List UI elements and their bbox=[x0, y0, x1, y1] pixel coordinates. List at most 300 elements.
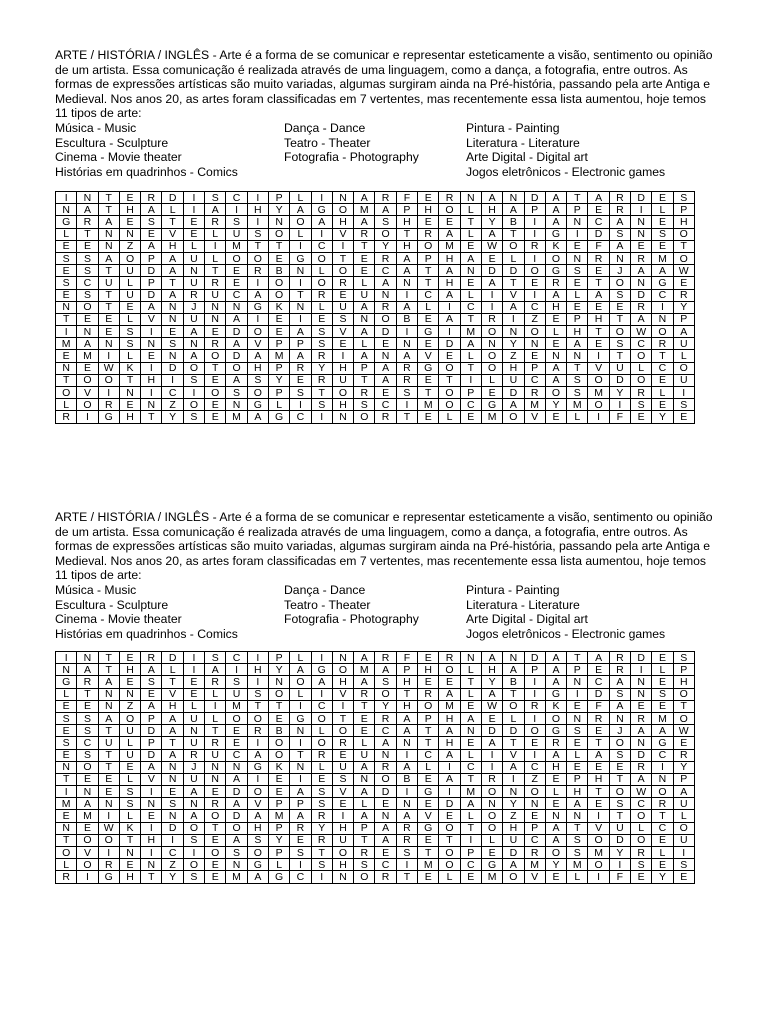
grid-cell: T bbox=[396, 688, 417, 700]
grid-cell: M bbox=[418, 399, 439, 411]
grid-cell: I bbox=[609, 399, 630, 411]
grid-cell: R bbox=[98, 859, 119, 871]
grid-cell: R bbox=[375, 871, 396, 883]
grid-cell: N bbox=[56, 301, 77, 313]
grid-cell: I bbox=[290, 859, 311, 871]
grid-cell: P bbox=[141, 712, 162, 724]
grid-cell: V bbox=[332, 326, 353, 338]
grid-cell: I bbox=[588, 411, 609, 423]
grid-cell: T bbox=[396, 228, 417, 240]
grid-cell: O bbox=[631, 374, 652, 386]
grid-cell: V bbox=[418, 810, 439, 822]
grid-cell: O bbox=[268, 277, 289, 289]
grid-cell: I bbox=[290, 277, 311, 289]
grid-cell: L bbox=[119, 350, 140, 362]
grid-cell: D bbox=[503, 387, 524, 399]
grid-cell: P bbox=[673, 664, 694, 676]
grid-cell: N bbox=[460, 192, 481, 204]
grid-cell: N bbox=[609, 252, 630, 264]
grid-cell: S bbox=[226, 387, 247, 399]
grid-cell: I bbox=[247, 652, 268, 664]
grid-cell: W bbox=[98, 362, 119, 374]
grid-cell: T bbox=[652, 810, 673, 822]
grid-cell: N bbox=[119, 847, 140, 859]
grid-cell: I bbox=[56, 326, 77, 338]
grid-cell: V bbox=[141, 773, 162, 785]
grid-cell: N bbox=[396, 737, 417, 749]
grid-cell: A bbox=[396, 252, 417, 264]
grid-cell: T bbox=[77, 688, 98, 700]
grid-cell: T bbox=[162, 676, 183, 688]
grid-cell: D bbox=[439, 338, 460, 350]
grid-cell: M bbox=[481, 871, 502, 883]
grid-cell: I bbox=[247, 192, 268, 204]
grid-cell: N bbox=[98, 798, 119, 810]
grid-cell: D bbox=[375, 326, 396, 338]
grid-cell: L bbox=[460, 350, 481, 362]
grid-cell: R bbox=[375, 712, 396, 724]
grid-cell: U bbox=[673, 798, 694, 810]
grid-cell: R bbox=[311, 374, 332, 386]
grid-cell: C bbox=[418, 749, 439, 761]
grid-cell: E bbox=[77, 313, 98, 325]
grid-cell: P bbox=[290, 798, 311, 810]
grid-cell: T bbox=[119, 834, 140, 846]
grid-row bbox=[56, 399, 695, 411]
grid-cell: S bbox=[673, 652, 694, 664]
grid-cell: U bbox=[226, 228, 247, 240]
word-search-grid bbox=[55, 191, 695, 424]
grid-cell: T bbox=[588, 737, 609, 749]
grid-cell: A bbox=[247, 810, 268, 822]
grid-cell: R bbox=[247, 265, 268, 277]
grid-cell: N bbox=[503, 786, 524, 798]
grid-cell: K bbox=[119, 822, 140, 834]
grid-cell: W bbox=[673, 725, 694, 737]
grid-cell: A bbox=[545, 362, 566, 374]
grid-cell: I bbox=[98, 387, 119, 399]
grid-row bbox=[56, 834, 695, 846]
grid-cell: D bbox=[631, 289, 652, 301]
grid-cell: P bbox=[268, 847, 289, 859]
grid-cell: A bbox=[98, 676, 119, 688]
art-type-item: Fotografia - Photography bbox=[284, 150, 419, 165]
grid-cell: C bbox=[418, 289, 439, 301]
grid-cell: E bbox=[524, 277, 545, 289]
grid-cell: S bbox=[119, 338, 140, 350]
grid-cell: T bbox=[56, 374, 77, 386]
grid-cell: C bbox=[375, 859, 396, 871]
art-type-item: Teatro - Theater bbox=[284, 597, 371, 612]
grid-cell: N bbox=[56, 362, 77, 374]
grid-cell: N bbox=[396, 798, 417, 810]
grid-cell: I bbox=[311, 688, 332, 700]
grid-cell: A bbox=[290, 664, 311, 676]
grid-cell: E bbox=[673, 871, 694, 883]
grid-cell: P bbox=[290, 338, 311, 350]
grid-cell: H bbox=[545, 301, 566, 313]
grid-cell: E bbox=[673, 411, 694, 423]
grid-cell: G bbox=[652, 277, 673, 289]
grid-cell: R bbox=[311, 350, 332, 362]
grid-cell: E bbox=[56, 350, 77, 362]
grid-cell: H bbox=[332, 362, 353, 374]
grid-cell: E bbox=[119, 301, 140, 313]
grid-cell: I bbox=[567, 688, 588, 700]
grid-cell: T bbox=[98, 725, 119, 737]
grid-cell: P bbox=[567, 204, 588, 216]
grid-cell: E bbox=[418, 676, 439, 688]
grid-cell: S bbox=[609, 749, 630, 761]
grid-cell: V bbox=[332, 786, 353, 798]
grid-cell: I bbox=[609, 859, 630, 871]
grid-cell: U bbox=[332, 301, 353, 313]
grid-cell: O bbox=[588, 859, 609, 871]
grid-cell: P bbox=[268, 652, 289, 664]
grid-cell: I bbox=[524, 228, 545, 240]
grid-cell: E bbox=[332, 338, 353, 350]
grid-cell: E bbox=[77, 773, 98, 785]
grid-cell: G bbox=[98, 411, 119, 423]
grid-cell: E bbox=[56, 240, 77, 252]
grid-cell: I bbox=[311, 228, 332, 240]
grid-row bbox=[56, 411, 695, 423]
grid-cell: A bbox=[141, 664, 162, 676]
grid-cell: T bbox=[98, 265, 119, 277]
grid-cell: N bbox=[290, 265, 311, 277]
grid-cell: A bbox=[545, 192, 566, 204]
grid-cell: S bbox=[567, 265, 588, 277]
grid-cell: A bbox=[545, 374, 566, 386]
grid-cell: S bbox=[609, 289, 630, 301]
grid-cell: S bbox=[247, 834, 268, 846]
grid-cell: A bbox=[652, 725, 673, 737]
grid-cell: N bbox=[268, 216, 289, 228]
grid-cell: A bbox=[77, 204, 98, 216]
grid-cell: O bbox=[56, 387, 77, 399]
grid-cell: E bbox=[77, 822, 98, 834]
grid-cell: T bbox=[503, 688, 524, 700]
grid-cell: A bbox=[354, 350, 375, 362]
grid-cell: N bbox=[631, 228, 652, 240]
grid-row bbox=[56, 786, 695, 798]
grid-cell: S bbox=[567, 374, 588, 386]
grid-cell: N bbox=[567, 712, 588, 724]
grid-cell: Y bbox=[268, 204, 289, 216]
art-types-column-2 bbox=[284, 121, 419, 165]
grid-row bbox=[56, 688, 695, 700]
grid-cell: L bbox=[567, 749, 588, 761]
grid-cell: T bbox=[268, 240, 289, 252]
grid-cell: P bbox=[567, 313, 588, 325]
grid-cell: O bbox=[311, 712, 332, 724]
grid-cell: S bbox=[354, 399, 375, 411]
grid-cell: F bbox=[609, 871, 630, 883]
grid-cell: M bbox=[567, 859, 588, 871]
grid-cell: B bbox=[268, 265, 289, 277]
grid-cell: E bbox=[141, 350, 162, 362]
grid-cell: O bbox=[524, 265, 545, 277]
grid-cell: O bbox=[524, 786, 545, 798]
grid-cell: N bbox=[98, 700, 119, 712]
grid-cell: L bbox=[183, 240, 204, 252]
grid-cell: O bbox=[354, 411, 375, 423]
grid-cell: T bbox=[567, 192, 588, 204]
grid-cell: D bbox=[141, 289, 162, 301]
grid-cell: A bbox=[567, 798, 588, 810]
grid-cell: S bbox=[396, 847, 417, 859]
grid-cell: I bbox=[588, 871, 609, 883]
grid-cell: Y bbox=[268, 664, 289, 676]
grid-cell: R bbox=[77, 676, 98, 688]
grid-cell: N bbox=[396, 277, 417, 289]
grid-row bbox=[56, 761, 695, 773]
grid-cell: B bbox=[503, 676, 524, 688]
grid-cell: W bbox=[631, 326, 652, 338]
grid-cell: S bbox=[609, 228, 630, 240]
grid-cell: V bbox=[162, 688, 183, 700]
grid-cell: N bbox=[205, 761, 226, 773]
grid-cell: R bbox=[354, 688, 375, 700]
grid-cell: U bbox=[354, 289, 375, 301]
grid-cell: E bbox=[460, 411, 481, 423]
grid-cell: O bbox=[247, 387, 268, 399]
grid-cell: S bbox=[311, 798, 332, 810]
grid-cell: Y bbox=[311, 822, 332, 834]
grid-cell: N bbox=[119, 228, 140, 240]
grid-cell: L bbox=[460, 204, 481, 216]
grid-cell: M bbox=[567, 399, 588, 411]
grid-cell: E bbox=[119, 216, 140, 228]
grid-cell: I bbox=[183, 204, 204, 216]
grid-cell: G bbox=[545, 228, 566, 240]
grid-cell: S bbox=[77, 252, 98, 264]
grid-row bbox=[56, 192, 695, 204]
grid-cell: O bbox=[205, 350, 226, 362]
grid-cell: S bbox=[77, 725, 98, 737]
grid-cell: L bbox=[545, 326, 566, 338]
grid-cell: A bbox=[226, 374, 247, 386]
grid-cell: P bbox=[268, 338, 289, 350]
grid-cell: T bbox=[503, 277, 524, 289]
grid-cell: O bbox=[311, 277, 332, 289]
grid-cell: O bbox=[545, 847, 566, 859]
grid-cell: R bbox=[418, 688, 439, 700]
grid-cell: T bbox=[588, 786, 609, 798]
grid-cell: A bbox=[183, 810, 204, 822]
grid-cell: U bbox=[183, 277, 204, 289]
grid-cell: M bbox=[652, 252, 673, 264]
grid-cell: A bbox=[162, 265, 183, 277]
grid-cell: R bbox=[205, 277, 226, 289]
grid-cell: G bbox=[418, 362, 439, 374]
grid-cell: G bbox=[652, 737, 673, 749]
grid-cell: N bbox=[567, 810, 588, 822]
grid-cell: P bbox=[567, 664, 588, 676]
grid-cell: S bbox=[183, 374, 204, 386]
grid-cell: O bbox=[205, 847, 226, 859]
grid-cell: L bbox=[311, 301, 332, 313]
grid-cell: U bbox=[354, 749, 375, 761]
grid-cell: T bbox=[119, 374, 140, 386]
grid-cell: R bbox=[354, 847, 375, 859]
grid-cell: D bbox=[162, 652, 183, 664]
grid-cell: D bbox=[141, 725, 162, 737]
grid-cell: N bbox=[290, 725, 311, 737]
grid-cell: E bbox=[205, 326, 226, 338]
grid-cell: M bbox=[77, 350, 98, 362]
grid-cell: H bbox=[162, 240, 183, 252]
grid-cell: E bbox=[460, 700, 481, 712]
grid-cell: D bbox=[141, 265, 162, 277]
grid-cell: G bbox=[545, 688, 566, 700]
grid-cell: D bbox=[226, 326, 247, 338]
grid-cell: V bbox=[418, 350, 439, 362]
grid-cell: R bbox=[290, 822, 311, 834]
grid-cell: H bbox=[673, 676, 694, 688]
grid-row bbox=[56, 871, 695, 883]
grid-cell: L bbox=[652, 664, 673, 676]
grid-cell: E bbox=[439, 350, 460, 362]
grid-cell: R bbox=[439, 192, 460, 204]
grid-cell: O bbox=[481, 350, 502, 362]
grid-cell: O bbox=[77, 301, 98, 313]
grid-cell: L bbox=[354, 737, 375, 749]
grid-cell: N bbox=[481, 798, 502, 810]
grid-cell: C bbox=[524, 834, 545, 846]
grid-cell: U bbox=[205, 289, 226, 301]
grid-cell: N bbox=[98, 240, 119, 252]
grid-cell: I bbox=[205, 700, 226, 712]
grid-cell: L bbox=[567, 871, 588, 883]
grid-cell: I bbox=[673, 387, 694, 399]
grid-cell: C bbox=[375, 725, 396, 737]
grid-cell: T bbox=[205, 362, 226, 374]
grid-cell: U bbox=[183, 712, 204, 724]
grid-cell: I bbox=[396, 786, 417, 798]
grid-cell: P bbox=[141, 277, 162, 289]
grid-cell: I bbox=[311, 411, 332, 423]
grid-row bbox=[56, 265, 695, 277]
grid-cell: E bbox=[119, 399, 140, 411]
art-type-item: Cinema - Movie theater bbox=[55, 612, 182, 627]
grid-cell: T bbox=[418, 847, 439, 859]
grid-cell: L bbox=[119, 773, 140, 785]
grid-cell: A bbox=[588, 192, 609, 204]
grid-cell: I bbox=[503, 313, 524, 325]
grid-cell: I bbox=[460, 834, 481, 846]
grid-cell: Z bbox=[119, 700, 140, 712]
grid-cell: T bbox=[460, 313, 481, 325]
grid-cell: N bbox=[567, 676, 588, 688]
grid-cell: U bbox=[673, 374, 694, 386]
grid-cell: E bbox=[631, 700, 652, 712]
grid-cell: L bbox=[354, 277, 375, 289]
grid-cell: P bbox=[354, 362, 375, 374]
grid-cell: L bbox=[311, 725, 332, 737]
grid-cell: U bbox=[119, 289, 140, 301]
grid-cell: E bbox=[439, 216, 460, 228]
grid-cell: I bbox=[481, 289, 502, 301]
grid-cell: A bbox=[375, 362, 396, 374]
grid-cell: A bbox=[141, 700, 162, 712]
grid-cell: R bbox=[439, 652, 460, 664]
grid-cell: R bbox=[375, 411, 396, 423]
grid-cell: U bbox=[183, 773, 204, 785]
grid-cell: T bbox=[567, 362, 588, 374]
grid-cell: I bbox=[247, 277, 268, 289]
grid-row bbox=[56, 289, 695, 301]
grid-cell: S bbox=[183, 871, 204, 883]
grid-cell: S bbox=[567, 387, 588, 399]
grid-cell: O bbox=[439, 822, 460, 834]
grid-cell: S bbox=[332, 313, 353, 325]
grid-cell: O bbox=[183, 362, 204, 374]
art-type-item: Escultura - Sculpture bbox=[55, 135, 169, 150]
grid-cell: E bbox=[56, 700, 77, 712]
art-type-item: Escultura - Sculpture bbox=[55, 597, 169, 612]
grid-cell: M bbox=[56, 338, 77, 350]
grid-cell: R bbox=[375, 192, 396, 204]
grid-cell: A bbox=[481, 688, 502, 700]
grid-row bbox=[56, 810, 695, 822]
grid-cell: H bbox=[418, 204, 439, 216]
grid-cell: E bbox=[375, 798, 396, 810]
grid-cell: S bbox=[375, 216, 396, 228]
grid-cell: E bbox=[418, 798, 439, 810]
grid-cell: W bbox=[481, 240, 502, 252]
grid-cell: A bbox=[375, 737, 396, 749]
grid-cell: Y bbox=[311, 362, 332, 374]
art-type-item: Pintura - Painting bbox=[466, 582, 560, 597]
grid-cell: Y bbox=[162, 871, 183, 883]
grid-cell: A bbox=[481, 192, 502, 204]
grid-cell: R bbox=[631, 387, 652, 399]
grid-cell: R bbox=[205, 338, 226, 350]
grid-cell: U bbox=[183, 313, 204, 325]
grid-cell: Y bbox=[545, 399, 566, 411]
grid-cell: E bbox=[375, 338, 396, 350]
grid-cell: I bbox=[439, 786, 460, 798]
grid-cell: S bbox=[567, 847, 588, 859]
grid-cell: L bbox=[56, 228, 77, 240]
grid-cell: I bbox=[631, 664, 652, 676]
grid-cell: I bbox=[290, 399, 311, 411]
grid-cell: A bbox=[375, 374, 396, 386]
grid-cell: I bbox=[460, 374, 481, 386]
grid-cell: O bbox=[205, 810, 226, 822]
grid-cell: G bbox=[290, 712, 311, 724]
grid-cell: E bbox=[588, 265, 609, 277]
grid-row bbox=[56, 277, 695, 289]
grid-cell: M bbox=[460, 326, 481, 338]
grid-cell: I bbox=[77, 871, 98, 883]
grid-cell: D bbox=[226, 786, 247, 798]
grid-cell: Y bbox=[481, 216, 502, 228]
grid-cell: E bbox=[311, 773, 332, 785]
grid-cell: R bbox=[354, 387, 375, 399]
grid-cell: A bbox=[545, 834, 566, 846]
grid-cell: I bbox=[290, 737, 311, 749]
grid-cell: R bbox=[588, 252, 609, 264]
grid-cell: T bbox=[205, 265, 226, 277]
grid-cell: A bbox=[396, 810, 417, 822]
grid-cell: S bbox=[311, 859, 332, 871]
grid-cell: E bbox=[354, 252, 375, 264]
grid-cell: Z bbox=[503, 350, 524, 362]
grid-cell: A bbox=[631, 725, 652, 737]
grid-cell: O bbox=[609, 326, 630, 338]
